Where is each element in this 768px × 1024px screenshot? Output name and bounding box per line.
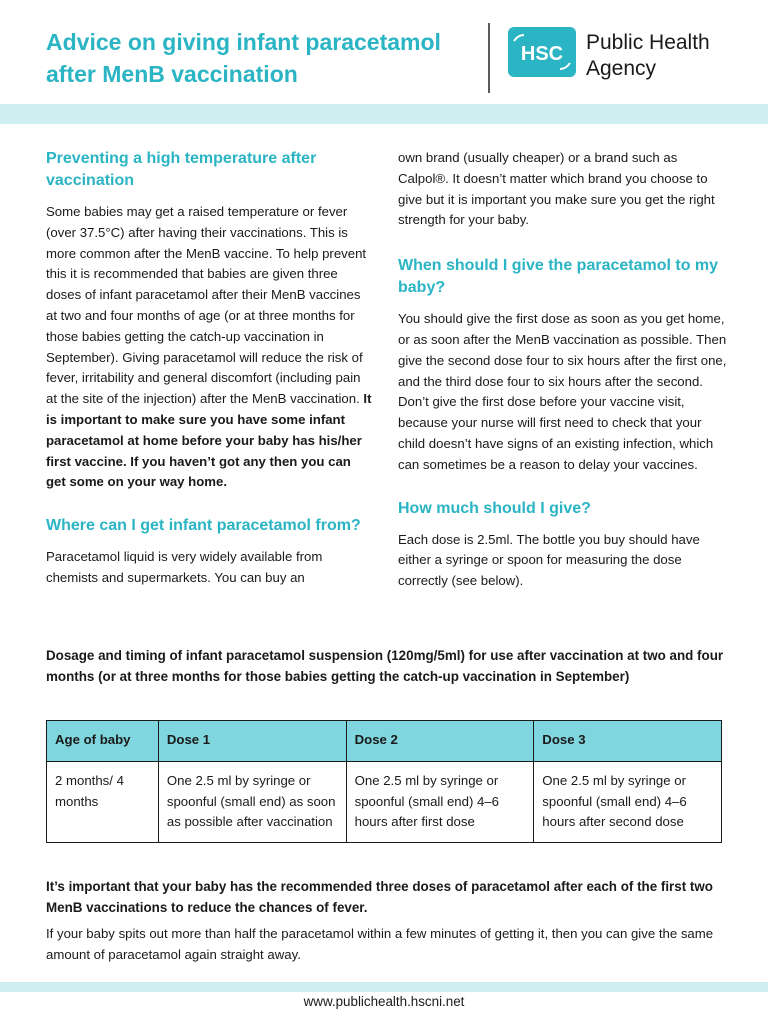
paragraph-brand: own brand (usually cheaper) or a brand such as Calpol®. It doesn’t matter which brand you choose to give but it is important you make sure you get the right strength for your baby. (398, 150, 715, 228)
table-row (47, 761, 722, 842)
agency-name-line2: Agency (586, 57, 657, 80)
header-dose-2: Dose 2 (346, 721, 534, 762)
top-band (0, 104, 768, 124)
agency-name (586, 30, 710, 82)
spit-out-note: If your baby spits out more than half the paracetamol within a few minutes of getting it, then you can give the same amount of paracetamol again straight away. (46, 926, 714, 962)
agency-name-line1: Public Health (586, 31, 710, 54)
paragraph-prevent (46, 202, 374, 493)
heading-where-get: Where can I get infant paracetamol from? (46, 517, 361, 535)
right-column (398, 148, 728, 592)
cell-dose-3: One 2.5 ml by syringe or spoonful (small end) 4–6 hours after second dose (534, 761, 722, 842)
hsc-logo-icon (508, 27, 576, 77)
bottom-band (0, 982, 768, 992)
header-age: Age of baby (47, 721, 159, 762)
page-title: Advice on giving infant paracetamol after MenB vaccination (46, 29, 441, 87)
paragraph-prevent-text: Some babies may get a raised temperature or fever (over 37.5°C) after having their vaccinations. This is more common after the MenB vaccine. To help prevent this it is recommended that babies are given three doses of infant paracetamol after their MenB vaccines at two and four months of age (or at three months for those babies getting the catch-up vaccination in September). Giving paracetamol will reduce the risk of fever, irritability and general discomfort (including pain at the site of the injection) after the MenB vaccination. (46, 204, 367, 407)
header-dose-1: Dose 1 (158, 721, 346, 762)
logo-mark-text: HSC (520, 43, 564, 65)
cell-age: 2 months/ 4 months (47, 761, 159, 842)
important-note: It’s important that your baby has the recommended three doses of paracetamol after each of the first two MenB vaccinations to reduce the chances of fever. (46, 879, 713, 915)
table-header-row (47, 721, 722, 762)
header-dose-3: Dose 3 (534, 721, 722, 762)
cell-dose-2: One 2.5 ml by syringe or spoonful (small end) 4–6 hours after first dose (346, 761, 534, 842)
paragraph-when-give: You should give the first dose as soon as you get home, or as soon after the MenB vaccination as possible. Then give the second dose four to six hours after the first one, and the third dose four to six hours after the second. Don’t give the first dose before your vaccine visit, because your nurse will first need to check that your child doesn’t have signs of an existing infection, which can sometimes be a reason to delay your vaccines. (398, 311, 727, 472)
footer-url[interactable]: www.publichealth.hscni.net (303, 994, 465, 1009)
cell-dose-1: One 2.5 ml by syringe or spoonful (small end) as soon as possible after vaccination (158, 761, 346, 842)
header (0, 0, 768, 104)
header-divider (488, 23, 490, 93)
table-caption: Dosage and timing of infant paracetamol suspension (120mg/5ml) for use after vaccination at two and four months (or at three months for those babies getting the catch-up vaccination in September) (46, 648, 724, 684)
heading-how-much: How much should I give? (398, 499, 591, 517)
paragraph-how-much: Each dose is 2.5ml. The bottle you buy should have either a syringe or spoon for measuring the dose correctly (see below). (398, 531, 700, 589)
paragraph-prevent-bold: It is important to make sure you have some infant paracetamol at home before your baby has his/her first vaccine. If you haven’t got any then you can get some on your way home. (46, 391, 372, 490)
heading-when-give: When should I give the paracetamol to my baby? (398, 257, 719, 297)
left-column (46, 148, 374, 589)
dosage-table (46, 720, 722, 843)
paragraph-where-get: Paracetamol liquid is very widely available from chemists and supermarkets. You can buy an (46, 549, 323, 585)
heading-prevent-temperature: Preventing a high temperature after vaccination (46, 150, 317, 189)
